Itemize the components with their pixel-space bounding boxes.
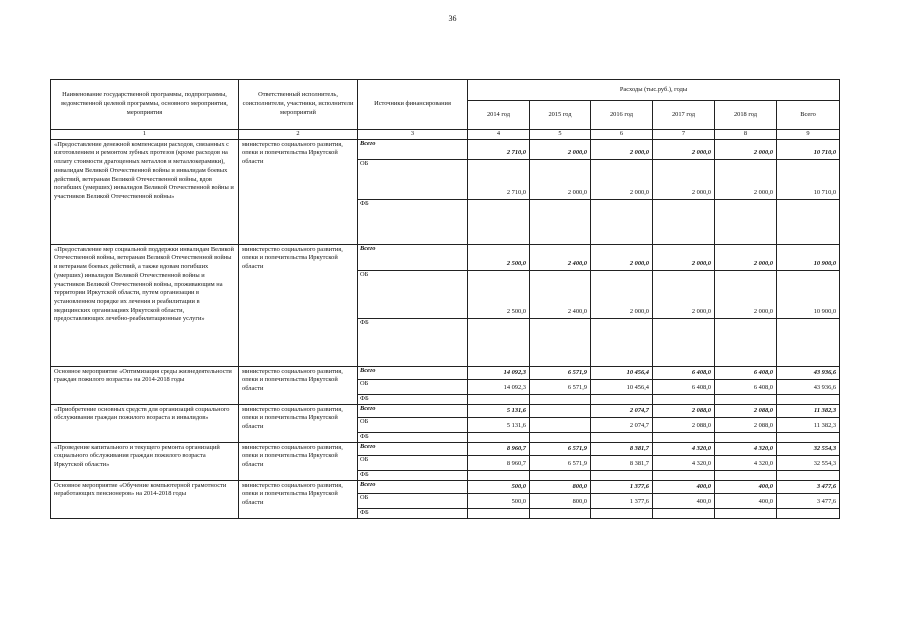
value-ob: 8 960,7 [468,455,530,470]
value-fb [715,432,777,442]
value-total: 800,0 [530,480,591,493]
column-index: 1 [51,130,239,140]
value-ob: 2 000,0 [715,270,777,318]
value-total [530,404,591,417]
header-total: Всего [777,101,840,130]
value-ob: 2 710,0 [468,159,530,199]
table-row [51,404,840,417]
value-ob: 2 000,0 [715,159,777,199]
source-total: Всего [358,442,468,455]
value-fb [653,470,715,480]
source-ob: ОБ [358,379,468,394]
value-ob: 32 554,3 [777,455,840,470]
value-ob: 3 477,6 [777,493,840,508]
column-index: 6 [591,130,653,140]
value-ob: 800,0 [530,493,591,508]
value-ob: 500,0 [468,493,530,508]
value-ob: 10 710,0 [777,159,840,199]
header-year: 2016 год [591,101,653,130]
value-total: 5 131,6 [468,404,530,417]
value-fb [530,432,591,442]
value-total: 500,0 [468,480,530,493]
value-fb [777,432,840,442]
value-ob: 2 074,7 [591,417,653,432]
value-fb [777,470,840,480]
source-fb: ФБ [358,432,468,442]
column-index: 4 [468,130,530,140]
value-fb [468,432,530,442]
table-row [51,442,840,455]
value-ob: 2 000,0 [530,159,591,199]
column-index: 7 [653,130,715,140]
value-ob: 8 381,7 [591,455,653,470]
table-row [51,366,840,379]
value-fb [468,394,530,404]
activity-executor: министерство социального развития, опеки и попечительства Иркутской области [239,244,358,366]
source-fb: ФБ [358,318,468,366]
value-total: 400,0 [715,480,777,493]
value-ob: 6 571,9 [530,455,591,470]
value-fb [715,394,777,404]
value-total: 4 320,0 [715,442,777,455]
value-ob: 2 500,0 [468,270,530,318]
value-fb [653,432,715,442]
value-fb [591,199,653,244]
activity-name: «Проведение капитального и текущего ремонта организаций социального обслуживания граждан пожилого возраста Иркутской области» [51,442,239,480]
activity-name: Основное мероприятие «Обучение компьютерной грамотности неработающих пенсионеров» на 2014-2018 годы [51,480,239,518]
source-ob: ОБ [358,493,468,508]
value-ob: 5 131,6 [468,417,530,432]
value-fb [468,508,530,518]
value-fb [530,199,591,244]
value-ob [530,417,591,432]
value-ob: 2 000,0 [591,159,653,199]
value-fb [653,318,715,366]
value-total: 2 000,0 [715,139,777,159]
header-year: 2015 год [530,101,591,130]
value-total: 1 377,6 [591,480,653,493]
value-ob: 2 400,0 [530,270,591,318]
column-index: 2 [239,130,358,140]
activity-name: «Приобретение основных средств для организаций социального обслуживания граждан пожилого возраста и инвалидов» [51,404,239,442]
value-total: 400,0 [653,480,715,493]
value-fb [777,394,840,404]
value-total: 10 900,0 [777,244,840,270]
value-total: 2 000,0 [530,139,591,159]
value-total: 11 382,3 [777,404,840,417]
header-year: 2017 год [653,101,715,130]
value-total: 2 000,0 [591,139,653,159]
expenses-table [50,79,840,519]
header-year: 2018 год [715,101,777,130]
header-executor: Ответственный исполнитель, соисполнители, участники, исполнители мероприятий [239,80,358,130]
value-fb [530,318,591,366]
column-index: 9 [777,130,840,140]
value-fb [653,508,715,518]
activity-name: «Предоставление мер социальной поддержки инвалидам Великой Отечественной войны, ветеранам Великой Отечественной войны и ветеранам боевых действий, а также вдовам погибших (умерших) инвалидов Великой Отечественной войны и участников Великой Отечественной войны, проживающим на территории Иркутской области, путем организации в установленном порядке их лечения и реабилитации в медицинских организациях Иркутской области, предоставляющих лечебно-реабилитационные услуги» [51,244,239,366]
value-fb [530,470,591,480]
value-ob: 2 000,0 [653,270,715,318]
value-total: 2 500,0 [468,244,530,270]
value-ob: 6 571,9 [530,379,591,394]
value-ob: 2 000,0 [653,159,715,199]
activity-executor: министерство социального развития, опеки и попечительства Иркутской области [239,366,358,404]
source-fb: ФБ [358,470,468,480]
value-ob: 11 382,3 [777,417,840,432]
value-fb [591,470,653,480]
value-fb [777,508,840,518]
value-total: 6 571,9 [530,366,591,379]
source-ob: ОБ [358,455,468,470]
source-total: Всего [358,244,468,270]
value-total: 2 088,0 [715,404,777,417]
value-total: 2 400,0 [530,244,591,270]
activity-name: Основное мероприятие «Оптимизация среды жизнедеятельности граждан пожилого возраста» на 2014-2018 годы [51,366,239,404]
source-fb: ФБ [358,199,468,244]
header-name: Наименование государственной программы, подпрограммы, ведомственной целевой программы, основного мероприятия, мероприятия [51,80,239,130]
value-fb [715,470,777,480]
value-total: 3 477,6 [777,480,840,493]
value-ob: 6 408,0 [653,379,715,394]
source-ob: ОБ [358,417,468,432]
value-total: 10 456,4 [591,366,653,379]
value-total: 2 088,0 [653,404,715,417]
value-fb [591,508,653,518]
table-row [51,244,840,270]
value-ob: 10 900,0 [777,270,840,318]
source-fb: ФБ [358,508,468,518]
activity-executor: министерство социального развития, опеки и попечительства Иркутской области [239,442,358,480]
value-total: 8 960,7 [468,442,530,455]
value-fb [777,318,840,366]
column-index: 3 [358,130,468,140]
value-total: 2 710,0 [468,139,530,159]
value-fb [591,394,653,404]
value-total: 2 000,0 [715,244,777,270]
column-index: 5 [530,130,591,140]
table-row [51,480,840,493]
value-fb [591,318,653,366]
value-ob: 2 000,0 [591,270,653,318]
value-ob: 4 320,0 [715,455,777,470]
value-fb [468,470,530,480]
value-fb [530,508,591,518]
header-expenses: Расходы (тыс.руб.), годы [468,80,840,101]
value-total: 4 320,0 [653,442,715,455]
activity-executor: министерство социального развития, опеки и попечительства Иркутской области [239,139,358,244]
value-fb [777,199,840,244]
value-ob: 400,0 [653,493,715,508]
source-total: Всего [358,366,468,379]
value-total: 43 936,6 [777,366,840,379]
value-ob: 1 377,6 [591,493,653,508]
page-number: 36 [448,14,457,23]
table-row [51,139,840,159]
value-total: 2 000,0 [653,139,715,159]
value-total: 6 408,0 [715,366,777,379]
value-fb [715,508,777,518]
value-fb [653,394,715,404]
column-index: 8 [715,130,777,140]
value-fb [715,318,777,366]
value-total: 2 074,7 [591,404,653,417]
value-total: 14 092,3 [468,366,530,379]
value-ob: 2 088,0 [715,417,777,432]
value-total: 2 000,0 [653,244,715,270]
value-fb [715,199,777,244]
value-total: 32 554,3 [777,442,840,455]
source-fb: ФБ [358,394,468,404]
value-fb [591,432,653,442]
value-total: 10 710,0 [777,139,840,159]
value-ob: 2 088,0 [653,417,715,432]
activity-executor: министерство социального развития, опеки и попечительства Иркутской области [239,480,358,518]
value-fb [530,394,591,404]
value-ob: 10 456,4 [591,379,653,394]
value-ob: 400,0 [715,493,777,508]
source-total: Всего [358,404,468,417]
value-total: 6 571,9 [530,442,591,455]
source-total: Всего [358,480,468,493]
value-total: 8 381,7 [591,442,653,455]
source-ob: ОБ [358,159,468,199]
header-source: Источники финансирования [358,80,468,130]
column-index-row [51,130,840,140]
source-total: Всего [358,139,468,159]
activity-executor: министерство социального развития, опеки и попечительства Иркутской области [239,404,358,442]
value-total: 2 000,0 [591,244,653,270]
value-total: 6 408,0 [653,366,715,379]
activity-name: «Предоставление денежной компенсации расходов, связанных с изготовлением и ремонтом зубных протезов (кроме расходов на оплату стоимости драгоценных металлов и металлокерамики), инвалидам Великой Отечественной войны и инвалидам боевых действий, ветеранам Великой Отечественной войны, вдов погибших (умерших) инвалидов Великой Отечественной войны и участников Великой Отечественной войны» [51,139,239,244]
value-ob: 6 408,0 [715,379,777,394]
value-fb [468,199,530,244]
header-year: 2014 год [468,101,530,130]
value-ob: 14 092,3 [468,379,530,394]
value-ob: 43 936,6 [777,379,840,394]
value-fb [653,199,715,244]
source-ob: ОБ [358,270,468,318]
value-fb [468,318,530,366]
value-ob: 4 320,0 [653,455,715,470]
